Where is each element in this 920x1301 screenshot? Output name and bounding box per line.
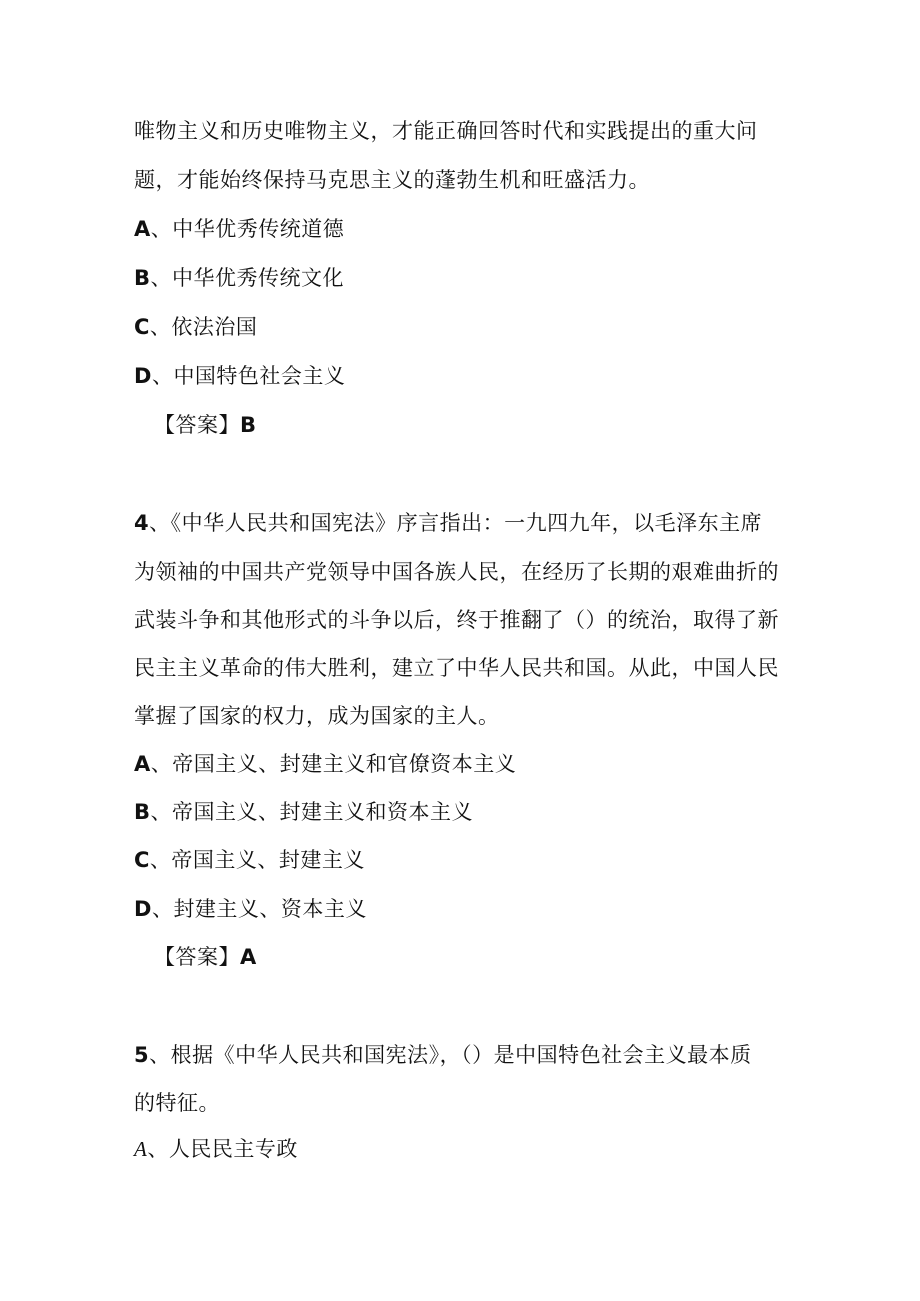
option-label: B — [134, 266, 151, 290]
answer-prefix: 【答案】 — [154, 945, 240, 969]
option-label: A — [134, 752, 151, 776]
option-separator: 、 — [150, 752, 173, 776]
option-text: 帝国主义、封建主义和官僚资本主义 — [172, 752, 517, 776]
q3-option-c — [134, 313, 257, 341]
option-separator: 、 — [150, 800, 173, 824]
option-text: 人民民主专政 — [168, 1137, 298, 1161]
option-separator: 、 — [151, 364, 174, 388]
option-label: D — [134, 897, 152, 921]
q5-stem-line-2: 的特征。 — [134, 1091, 220, 1115]
option-label: C — [134, 848, 150, 872]
answer-value: A — [240, 945, 257, 969]
q4-stem-line-3: 武装斗争和其他形式的斗争以后，终于推翻了（）的统治，取得了新 — [134, 608, 779, 632]
option-label: C — [134, 315, 150, 339]
option-label: A — [134, 1137, 148, 1161]
option-text: 帝国主义、封建主义 — [171, 848, 365, 872]
answer-prefix: 【答案】 — [154, 413, 240, 437]
q4-stem-line-2: 为领袖的中国共产党领导中国各族人民，在经历了长期的艰难曲折的 — [134, 560, 779, 584]
question-number: 5 — [134, 1043, 150, 1067]
answer-value: B — [240, 413, 257, 437]
option-label: D — [134, 364, 152, 388]
q3-option-d — [134, 362, 345, 390]
q4-answer — [154, 943, 257, 971]
q5-option-a — [134, 1135, 298, 1163]
option-separator: 、 — [151, 897, 174, 921]
q4-option-a — [134, 750, 516, 778]
question-number: 4 — [134, 511, 150, 535]
q4-option-b — [134, 798, 473, 826]
option-text: 中华优秀传统道德 — [172, 217, 345, 241]
option-separator: 、 — [149, 848, 172, 872]
option-separator: 、 — [147, 1137, 169, 1161]
option-text: 中华优秀传统文化 — [172, 266, 345, 290]
q5-stem-line-1 — [134, 1041, 752, 1069]
option-label: A — [134, 217, 151, 241]
option-text: 封建主义、资本主义 — [173, 897, 367, 921]
question-text: 根据《中华人民共和国宪法》，（）是中国特色社会主义最本质 — [170, 1043, 752, 1067]
option-text: 帝国主义、封建主义和资本主义 — [172, 800, 474, 824]
q4-stem-line-4: 民主主义革命的伟大胜利，建立了中华人民共和国。从此，中国人民 — [134, 656, 779, 680]
q4-stem-line-5: 掌握了国家的权力，成为国家的主人。 — [134, 704, 500, 728]
option-text: 中国特色社会主义 — [173, 364, 346, 388]
question-separator: 、 — [149, 511, 171, 535]
q3-text-line-1: 唯物主义和历史唯物主义，才能正确回答时代和实践提出的重大问 — [134, 119, 758, 143]
option-separator: 、 — [150, 217, 173, 241]
option-separator: 、 — [149, 315, 172, 339]
q3-option-b — [134, 264, 344, 292]
question-text: 《中华人民共和国宪法》序言指出：一九四九年，以毛泽东主席 — [170, 511, 763, 535]
option-label: B — [134, 800, 151, 824]
q3-option-a — [134, 215, 344, 243]
q4-option-c — [134, 846, 365, 874]
option-separator: 、 — [150, 266, 173, 290]
q4-stem-line-1 — [134, 509, 762, 537]
q4-option-d — [134, 895, 367, 923]
q3-text-line-2: 题，才能始终保持马克思主义的蓬勃生机和旺盛活力。 — [134, 168, 650, 192]
option-text: 依法治国 — [171, 315, 258, 339]
question-separator: 、 — [149, 1043, 171, 1067]
q3-answer — [154, 411, 257, 439]
